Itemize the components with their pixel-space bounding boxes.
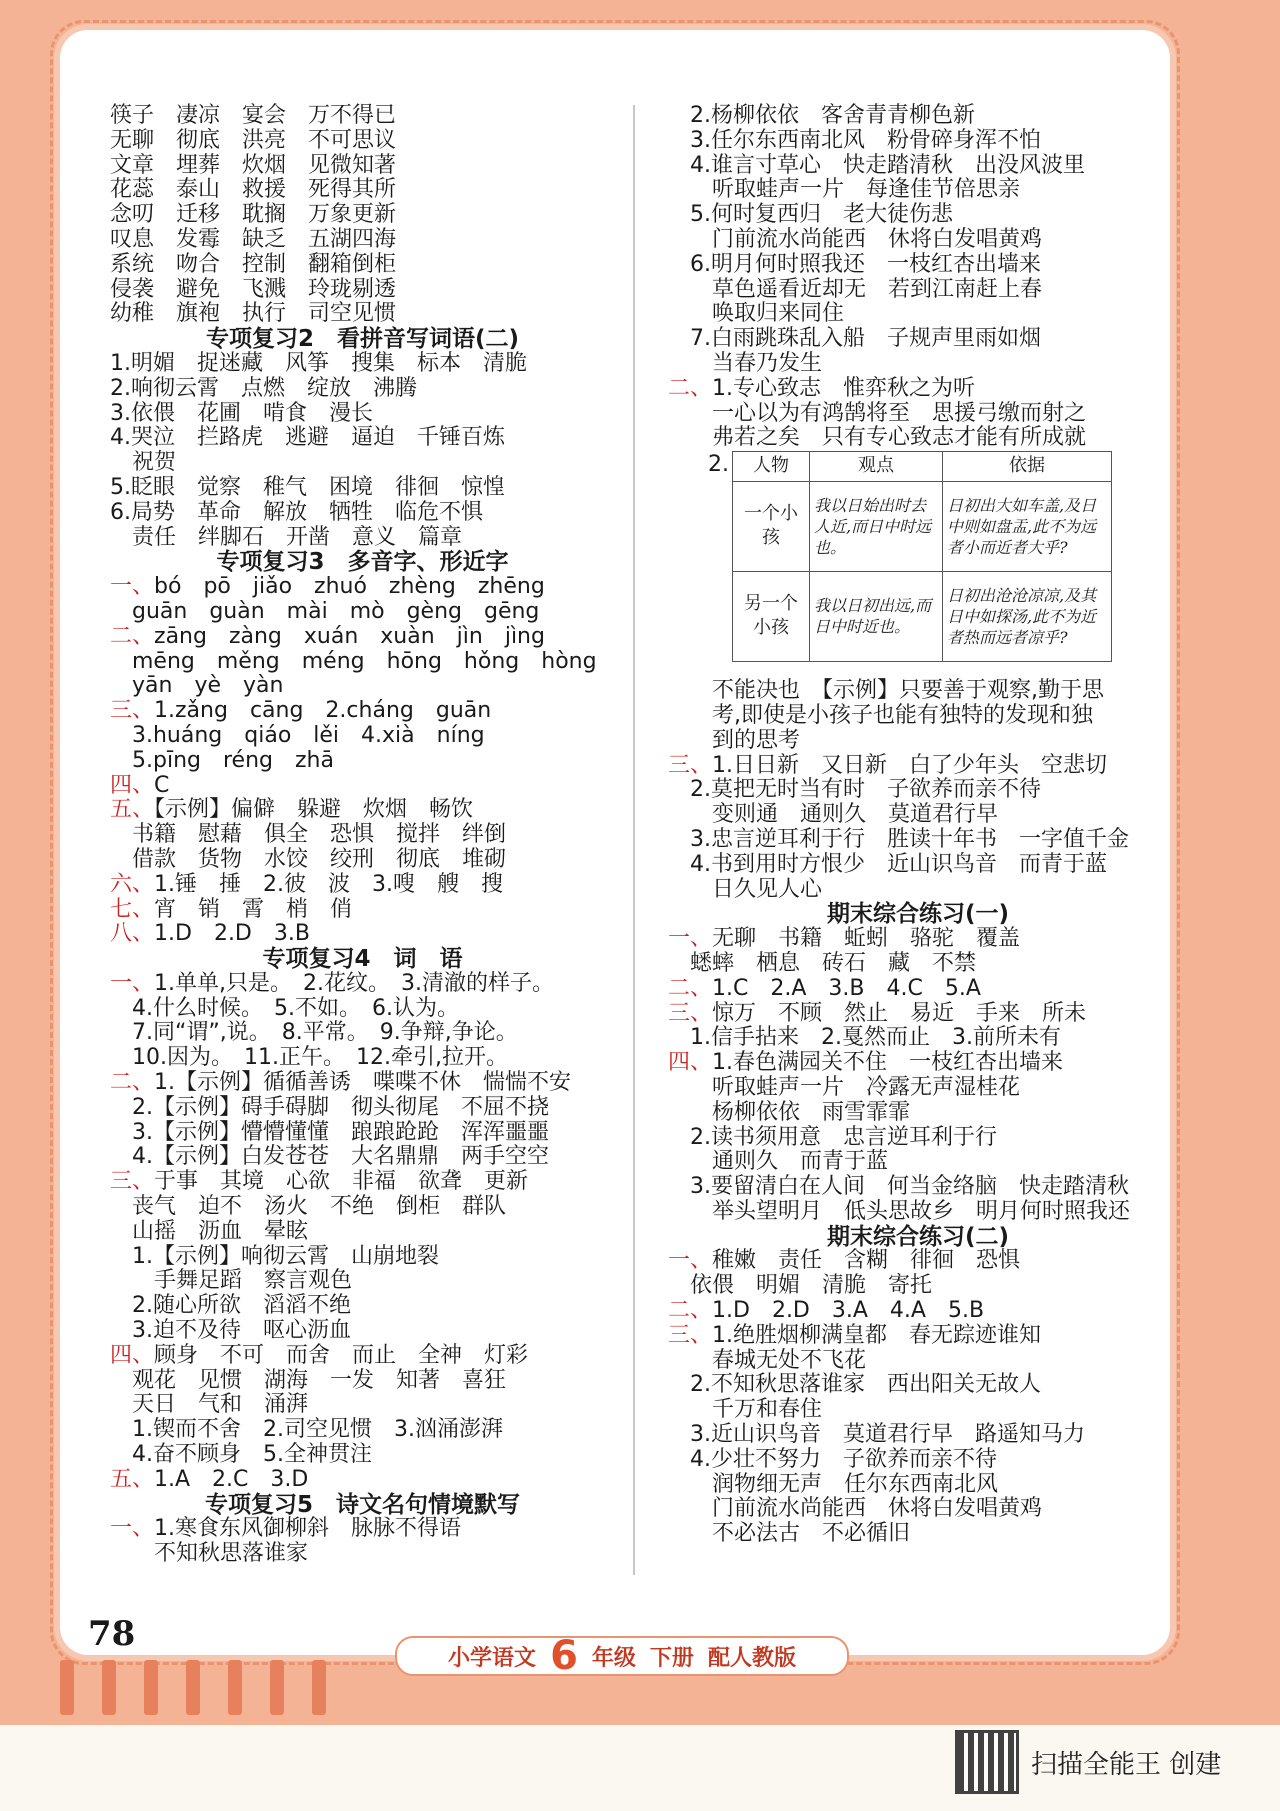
answer-text: 1.锲而不舍 2.司空见惯 3.汹涌澎湃	[110, 1417, 503, 1443]
answer-line	[668, 1373, 1168, 1398]
answer-line	[110, 1294, 615, 1319]
answer-text: 无聊 书籍 蚯蚓 骆驼 覆盖	[712, 926, 1021, 952]
answer-line	[110, 625, 615, 650]
section-heading	[668, 902, 1168, 927]
question-marker: 一、	[110, 574, 155, 600]
table-cell: 日初出大如车盖,及日中则如盘盂,此不为远者小而近者大乎?	[943, 481, 1112, 571]
answer-line	[668, 1076, 1168, 1101]
answer-line	[110, 1195, 615, 1220]
answer-line	[110, 302, 615, 327]
answer-text: 3.huáng qiáo lěi 4.xià níng	[110, 722, 485, 748]
answer-line	[110, 1245, 615, 1270]
answer-text: 6.局势 革命 解放 牺牲 临危不惧	[110, 499, 483, 525]
answer-text: 惊万 不顾 然止 易近 手来 所未	[712, 1000, 1087, 1026]
answer-line	[668, 302, 1168, 327]
answer-line	[110, 972, 615, 997]
answer-line	[668, 952, 1168, 977]
question-marker: 六、	[110, 871, 155, 897]
answer-text: 观花 见惯 湖海 一发 知著 喜狂	[110, 1367, 507, 1393]
answer-text: 唤取归来同住	[668, 301, 845, 327]
answer-line	[668, 1423, 1168, 1448]
comparison-table-block	[668, 451, 1168, 679]
answer-line	[110, 898, 615, 923]
answer-text: 3.迫不及待 呕心沥血	[110, 1318, 351, 1344]
answer-line	[110, 476, 615, 501]
answer-line	[110, 699, 615, 724]
answer-text: 3.近山识鸟音 莫道君行早 路遥知马力	[668, 1422, 1085, 1448]
answer-text: 专项复习5 诗文名句情境默写	[204, 1491, 520, 1518]
section-heading	[110, 1493, 615, 1518]
answer-line	[668, 228, 1168, 253]
answer-line	[110, 253, 615, 278]
answer-text: 弗若之矣 只有专心致志才能有所成就	[668, 425, 1087, 451]
question-marker: 五、	[110, 797, 155, 823]
comparison-table	[732, 451, 1112, 662]
answer-line	[668, 1051, 1168, 1076]
answer-text: 于事 其境 心欲 非福 欲聋 更新	[154, 1169, 529, 1195]
answer-line	[110, 104, 615, 129]
answer-line	[668, 1497, 1168, 1522]
answer-text: 筷子 凄凉 宴会 万不得已	[110, 103, 397, 128]
answer-line	[110, 228, 615, 253]
answer-text: C	[154, 772, 170, 798]
answer-text: 4.少壮不努力 子欲养而亲不待	[668, 1446, 997, 1472]
answer-line	[668, 1200, 1168, 1225]
answer-line	[668, 1349, 1168, 1374]
table-cell: 我以日始出时去人近,而日中时远也。	[810, 481, 943, 571]
section-heading	[110, 550, 615, 575]
answer-line	[668, 729, 1168, 754]
answer-text: 2.随心所欲 滔滔不绝	[110, 1293, 351, 1319]
answer-text: guān guàn mài mò gèng gēng	[110, 598, 540, 624]
answer-line	[110, 997, 615, 1022]
answer-line	[110, 575, 615, 600]
answer-line	[110, 1369, 615, 1394]
section-heading	[110, 327, 615, 352]
answer-text: 2.读书须用意 忠言逆耳利于行	[668, 1124, 997, 1150]
book-footer-badge	[395, 1633, 849, 1679]
answer-line	[110, 823, 615, 848]
answer-line	[110, 922, 615, 947]
answer-line	[668, 327, 1168, 352]
answer-line	[110, 377, 615, 402]
answer-text: 春城无处不飞花	[668, 1347, 867, 1373]
answer-text: 1.专心致志 惟弈秋之为听	[712, 375, 976, 401]
answer-line	[668, 1448, 1168, 1473]
answer-text: 4.书到用时方恨少 近山识鸟音 而青于蓝	[668, 851, 1107, 877]
answer-line	[668, 1274, 1168, 1299]
answer-text: 1.绝胜烟柳满皇都 春无踪迹谁知	[712, 1322, 1042, 1348]
answer-text: 念叨 迁移 耽搁 万象更新	[110, 202, 397, 228]
answer-line	[668, 426, 1168, 451]
answer-text: 门前流水尚能西 休将白发唱黄鸡	[668, 226, 1043, 252]
question-marker: 三、	[668, 1322, 713, 1348]
answer-text: 7.白雨跳珠乱入船 子规声里雨如烟	[668, 326, 1041, 352]
answer-text: yān yè yàn	[110, 673, 284, 699]
answer-line	[668, 1101, 1168, 1126]
answer-line	[110, 1170, 615, 1195]
answer-text: 4.谁言寸草心 快走踏清秋 出没风波里	[668, 152, 1085, 178]
answer-text: 不必法古 不必循旧	[668, 1521, 911, 1547]
answer-line	[668, 203, 1168, 228]
answer-text: 手舞足蹈 察言观色	[110, 1268, 353, 1294]
section-heading	[668, 1225, 1168, 1250]
answer-text: 2.不知秋思落谁家 西出阳关无故人	[668, 1372, 1041, 1398]
table-number: 2.	[708, 452, 729, 478]
answer-line	[110, 203, 615, 228]
qr-code-icon	[955, 1730, 1019, 1794]
answer-text: 蟋蟀 栖息 砖石 藏 不禁	[668, 950, 977, 976]
answer-text: 1.A 2.C 3.D	[154, 1466, 309, 1492]
answer-line	[668, 1026, 1168, 1051]
answer-text: 变则通 通则久 莫道君行早	[668, 802, 999, 828]
answer-line	[110, 1393, 615, 1418]
question-marker: 二、	[110, 623, 155, 649]
answer-text: 3.任尔东西南北风 粉骨碎身浑不怕	[668, 127, 1041, 153]
question-marker: 二、	[668, 1298, 713, 1324]
question-marker: 四、	[110, 772, 155, 798]
answer-line	[668, 278, 1168, 303]
answer-line	[110, 1121, 615, 1146]
answer-text: zāng zàng xuán xuàn jìn jìng	[154, 623, 545, 649]
answer-line	[110, 154, 615, 179]
table-header: 依据	[943, 452, 1112, 482]
question-marker: 三、	[668, 752, 713, 778]
question-marker: 一、	[668, 1248, 713, 1274]
question-marker: 四、	[668, 1050, 713, 1076]
answer-line	[668, 1002, 1168, 1027]
answer-line	[668, 679, 1168, 704]
answer-text: 借款 货物 水饺 绞刑 彻底 堆砌	[110, 846, 507, 872]
answer-text: 丧气 迫不 汤火 不绝 倒柜 群队	[110, 1194, 507, 1220]
answer-text: 1.明媚 捉迷藏 风筝 搜集 标本 清脆	[110, 350, 527, 376]
answer-text: 祝贺	[110, 450, 177, 476]
question-marker: 二、	[668, 975, 713, 1001]
answer-line	[110, 1046, 615, 1071]
section-heading	[110, 947, 615, 972]
footer-term: 下册	[649, 1645, 694, 1671]
answer-text: 2.杨柳依依 客舍青青柳色新	[668, 103, 975, 128]
footer-grade-number: 6	[550, 1633, 578, 1679]
answer-text: 书籍 慰藉 俱全 恐惧 搅拌 绊倒	[110, 822, 507, 848]
answer-text: 3.忠言逆耳利于行 胜读十年书 一字值千金	[668, 826, 1129, 852]
question-marker: 二、	[110, 1070, 155, 1096]
page-number: 78	[88, 1614, 136, 1654]
answer-text: 花蕊 泰山 救援 死得其所	[110, 177, 397, 203]
answer-line	[668, 104, 1168, 129]
answer-line	[110, 1418, 615, 1443]
answer-text: 1.春色满园关不住 一枝红杏出墙来	[712, 1050, 1064, 1076]
answer-text: 【示例】偏僻 躲避 炊烟 畅饮	[154, 797, 474, 823]
column-divider	[633, 105, 635, 1575]
answer-text: 草色遥看近却无 若到江南赶上春	[668, 276, 1043, 302]
scanner-watermark	[955, 1730, 1221, 1794]
answer-line	[668, 1249, 1168, 1274]
table-header: 人物	[733, 452, 810, 482]
question-marker: 一、	[110, 1516, 155, 1542]
answer-line	[110, 774, 615, 799]
answer-line	[110, 1145, 615, 1170]
answer-text: 4.【示例】白发苍苍 大名鼎鼎 两手空空	[110, 1144, 549, 1170]
answer-line	[110, 1220, 615, 1245]
answer-text: 1.D 2.D 3.B	[154, 921, 310, 947]
question-marker: 七、	[110, 896, 155, 922]
answer-text: 不知秋思落谁家	[110, 1541, 309, 1567]
answer-text: 2.【示例】碍手碍脚 彻头彻尾 不屈不挠	[110, 1094, 549, 1120]
answer-line	[110, 451, 615, 476]
answer-text: mēng měng méng hōng hǒng hòng	[110, 648, 597, 674]
answer-text: 5.pīng réng zhā	[110, 747, 334, 773]
answer-text: 5.眨眼 觉察 稚气 困境 徘徊 惊惶	[110, 474, 505, 500]
answer-text: 4.什么时候。 5.不如。 6.认为。	[110, 995, 459, 1021]
answer-text: 10.因为。 11.正午。 12.牵引,拉开。	[110, 1045, 508, 1071]
answer-text: 无聊 彻底 洪亮 不可思议	[110, 127, 397, 153]
answer-line	[110, 1319, 615, 1344]
answer-text: 山摇 沥血 晕眩	[110, 1218, 309, 1244]
answer-line	[668, 377, 1168, 402]
answer-text: 6.明月何时照我还 一枝红杏出墙来	[668, 251, 1041, 277]
answer-text: 3.要留清白在人间 何当金络脑 快走踏清秋	[668, 1174, 1129, 1200]
answer-line	[110, 278, 615, 303]
answer-line	[668, 828, 1168, 853]
question-marker: 八、	[110, 921, 155, 947]
question-marker: 三、	[110, 698, 155, 724]
answer-line	[110, 1517, 615, 1542]
answer-text: 顾身 不可 而舍 而止 全神 灯彩	[154, 1342, 529, 1368]
answer-text: 1.信手拈来 2.戛然而止 3.前所未有	[668, 1025, 1061, 1051]
scanner-text: 扫描全能王 创建	[1031, 1749, 1222, 1780]
answer-text: 日久见人心	[668, 876, 823, 902]
answer-line	[110, 650, 615, 675]
answer-text: 1.zǎng cāng 2.cháng guān	[154, 698, 492, 724]
answer-line	[668, 927, 1168, 952]
answer-line	[110, 1269, 615, 1294]
answer-text: 通则久 而青于蓝	[668, 1149, 889, 1175]
answer-line	[668, 878, 1168, 903]
answer-line	[110, 1344, 615, 1369]
answer-text: 千万和春住	[668, 1397, 823, 1423]
answer-text: 听取蛙声一片 冷露无声湿桂花	[668, 1074, 1021, 1100]
answer-line	[668, 402, 1168, 427]
answer-text: 1.D 2.D 3.A 4.A 5.B	[712, 1298, 985, 1324]
answer-text: 4.哭泣 拦路虎 逃避 逼迫 千锤百炼	[110, 425, 505, 451]
answer-line	[668, 352, 1168, 377]
answer-line	[110, 178, 615, 203]
answer-text: 1.【示例】循循善诱 喋喋不休 惴惴不安	[154, 1070, 572, 1096]
decorative-bars	[60, 1660, 326, 1715]
answer-line	[668, 1126, 1168, 1151]
answer-text: 7.同“谓”,说。 8.平常。 9.争辩,争论。	[110, 1020, 518, 1046]
answer-text: 文章 埋葬 炊烟 见微知著	[110, 152, 397, 178]
answer-text: 润物细无声 任尔东西南北风	[668, 1471, 999, 1497]
answer-text: 专项复习2 看拼音写词语(二)	[205, 326, 520, 353]
answer-line	[668, 129, 1168, 154]
answer-line	[668, 803, 1168, 828]
answer-text: 一心以为有鸿鹄将至 思援弓缴而射之	[668, 400, 1087, 426]
answer-text: 不能决也 【示例】只要善于观察,勤于思	[668, 678, 1104, 704]
answer-line	[668, 1522, 1168, 1547]
answer-text: 杨柳依依 雨雪霏霏	[668, 1099, 911, 1125]
question-marker: 三、	[110, 1169, 155, 1195]
answer-line	[110, 352, 615, 377]
answer-text: 期末综合练习(一)	[826, 901, 1010, 928]
answer-line	[110, 402, 615, 427]
answer-text: 天日 气和 涌湃	[110, 1392, 309, 1418]
answer-text: 专项复习4 词 语	[262, 946, 463, 973]
answer-text: 1.单单,只是。 2.花纹。 3.清澈的样子。	[154, 970, 554, 996]
answer-text: 3.【示例】懵懵懂懂 踉踉跄跄 浑浑噩噩	[110, 1119, 549, 1145]
right-column	[668, 104, 1168, 1547]
question-marker: 一、	[110, 970, 155, 996]
question-marker: 二、	[668, 375, 713, 401]
answer-text: 当春乃发生	[668, 350, 823, 376]
answer-line	[668, 253, 1168, 278]
answer-line	[668, 1398, 1168, 1423]
table-cell: 一个小孩	[733, 481, 810, 571]
question-marker: 四、	[110, 1342, 155, 1368]
question-marker: 一、	[668, 926, 713, 952]
answer-text: 3.依偎 花圃 啃食 漫长	[110, 400, 373, 426]
answer-text: 考,即使是小孩子也能有独特的发现和独	[668, 702, 1093, 728]
answer-line	[110, 426, 615, 451]
answer-line	[668, 154, 1168, 179]
answer-text: 1.日日新 又日新 白了少年头 空悲切	[712, 752, 1108, 778]
answer-line	[668, 1175, 1168, 1200]
answer-text: 2.莫把无时当有时 子欲养而亲不待	[668, 777, 1041, 803]
answer-line	[110, 848, 615, 873]
table-cell: 日初出沧沧凉凉,及其日中如探汤,此不为近者热而远者凉乎?	[943, 571, 1112, 661]
answer-line	[110, 749, 615, 774]
answer-text: 宵 销 霄 梢 俏	[154, 896, 353, 922]
answer-line	[110, 873, 615, 898]
answer-line	[110, 1021, 615, 1046]
table-cell: 另一个小孩	[733, 571, 810, 661]
answer-text: 责任 绊脚石 开凿 意义 篇章	[110, 524, 463, 550]
answer-line	[110, 526, 615, 551]
answer-text: 2.响彻云霄 点燃 绽放 沸腾	[110, 375, 417, 401]
answer-text: bó pō jiǎo zhuó zhèng zhēng	[154, 574, 545, 600]
answer-line	[110, 129, 615, 154]
answer-text: 5.何时复西归 老大徒伤悲	[668, 202, 953, 228]
question-marker: 三、	[668, 1000, 713, 1026]
question-marker: 五、	[110, 1466, 155, 1492]
answer-line	[668, 754, 1168, 779]
answer-text: 幼稚 旗袍 执行 司空见惯	[110, 301, 397, 327]
answer-text: 听取蛙声一片 每逢佳节倍思亲	[668, 177, 1021, 203]
answer-text: 门前流水尚能西 休将白发唱黄鸡	[668, 1496, 1043, 1522]
answer-line	[110, 501, 615, 526]
answer-line	[668, 1299, 1168, 1324]
answer-line	[668, 1150, 1168, 1175]
answer-text: 期末综合练习(二)	[826, 1223, 1010, 1250]
answer-line	[668, 778, 1168, 803]
answer-text: 系统 吻合 控制 翻箱倒柜	[110, 251, 397, 277]
answer-text: 举头望明月 低头思故乡 明月何时照我还	[668, 1198, 1131, 1224]
answer-text: 1.寒食东风御柳斜 脉脉不得语	[154, 1516, 462, 1542]
left-column	[110, 104, 615, 1567]
answer-line	[668, 704, 1168, 729]
answer-line	[668, 977, 1168, 1002]
answer-line	[110, 1071, 615, 1096]
answer-text: 1.【示例】响彻云霄 山崩地裂	[110, 1243, 439, 1269]
answer-line	[110, 674, 615, 699]
answer-line	[110, 1443, 615, 1468]
answer-text: 稚嫩 责任 含糊 徘徊 恐惧	[712, 1248, 1021, 1274]
answer-line	[110, 798, 615, 823]
answer-text: 叹息 发霉 缺乏 五湖四海	[110, 226, 397, 252]
footer-grade: 年级	[591, 1645, 636, 1671]
answer-line	[110, 1468, 615, 1493]
answer-text: 1.锤 捶 2.彼 波 3.嗖 艘 搜	[154, 871, 503, 897]
answer-line	[668, 178, 1168, 203]
table-cell: 我以日初出远,而日中时近也。	[810, 571, 943, 661]
answer-line	[668, 853, 1168, 878]
answer-line	[110, 1096, 615, 1121]
answer-text: 到的思考	[668, 727, 801, 753]
answer-line	[668, 1473, 1168, 1498]
footer-edition: 配人教版	[707, 1645, 796, 1671]
answer-line	[110, 1542, 615, 1567]
answer-line	[110, 600, 615, 625]
answer-line	[668, 1324, 1168, 1349]
table-header: 观点	[810, 452, 943, 482]
answer-text: 4.奋不顾身 5.全神贯注	[110, 1442, 372, 1468]
answer-text: 依偎 明媚 清脆 寄托	[668, 1273, 933, 1299]
answer-text: 1.C 2.A 3.B 4.C 5.A	[712, 975, 981, 1001]
answer-text: 专项复习3 多音字、形近字	[216, 549, 509, 576]
footer-subject: 小学语文	[448, 1645, 537, 1671]
answer-line	[110, 724, 615, 749]
answer-text: 侵袭 避免 飞溅 玲珑剔透	[110, 276, 397, 302]
